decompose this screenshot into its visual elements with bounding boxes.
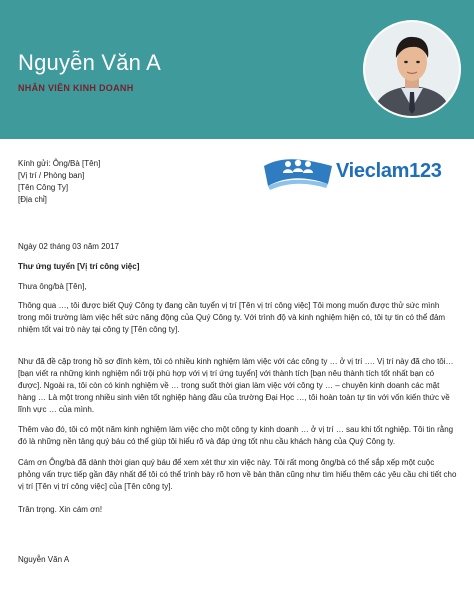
letter-signature: Nguyễn Văn A (18, 555, 70, 564)
vieclam123-logo (262, 152, 458, 192)
recipient-address (18, 158, 100, 206)
header-band (0, 0, 474, 139)
letter-greeting: Thưa ông/bà [Tên], (18, 282, 87, 291)
letter-subject: Thư ứng tuyển [Vị trí công việc] (18, 262, 140, 271)
recipient-company: [Tên Công Ty] (18, 183, 69, 192)
avatar (363, 20, 461, 118)
applicant-role: NHÂN VIÊN KINH DOANH (18, 83, 134, 93)
letter-paragraph-4: Cám ơn Ông/bà đã dành thời gian quý báu để xem xét thư xin việc này. Tôi rất mong ông/bà có thể sắp xếp một cuộc phỏng vấn trực tiếp gần đây nhất để tôi có thể trình bày rõ hơn về bản thân cũng như tìm hiểu thêm các yêu cầu chi tiết cho vị trí [Tên vị trí công việc] của [Tên công ty]. (18, 458, 457, 491)
letter-date: Ngày 02 tháng 03 năm 2017 (18, 242, 119, 251)
letter-paragraph-2: Như đã đề cập trong hồ sơ đính kèm, tôi có nhiều kinh nghiệm làm việc với các công ty … ở vị trí …. Vị trí này đã cho tôi… [bạn viết ra những kinh nghiệm nổi trội phù hợp với vị trí ứng tuyển] với thành tích [bạn nêu thành tích tốt nhất bạn có được]. Ngoài ra, tôi còn có kinh nghiệm về … trong suốt thời gian làm việc với công ty … – chuyên kinh doanh các mặt hàng … Là một trong nhiều sinh viên tốt nghiệp hàng đầu của trường Đại Học …, tôi hoàn toàn tự tin với vốn kiến thức về lĩnh vực … của mình. (18, 357, 454, 414)
applicant-name: Nguyễn Văn A (18, 50, 162, 75)
letter-paragraph-1: Thông qua …, tôi được biết Quý Công ty đang cần tuyển vị trí [Tên vị trí công việc] Tôi mong muốn được thử sức mình trong môi trường làm việc hết sức năng động của Quý Công ty. Với trình độ và kinh nghiệm hiện có, tôi tự tin có thể đảm nhiệm tốt vai trò này tại công ty [Tên công ty]. (18, 301, 446, 334)
recipient-position: [Vị trí / Phòng ban] (18, 171, 85, 180)
portrait-photo (365, 22, 459, 116)
letter-paragraph-3: Thêm vào đó, tôi có một năm kinh nghiệm làm việc cho một công ty kinh doanh … ở vị trí … sau khi tốt nghiệp. Tôi tin rằng đó là những nền tảng quý báu có thể giúp tôi hiểu rõ và đáp ứng tốt nhu cầu khách hàng của Quý Công ty. (18, 425, 454, 446)
letter-closing: Trân trọng. Xin cám ơn! (18, 505, 103, 514)
logo-text: Vieclam123 (336, 160, 442, 182)
people-book-logo-icon (262, 152, 336, 192)
recipient-line: Kính gửi: Ông/Bà [Tên] (18, 159, 101, 168)
recipient-street: [Địa chỉ] (18, 195, 47, 204)
